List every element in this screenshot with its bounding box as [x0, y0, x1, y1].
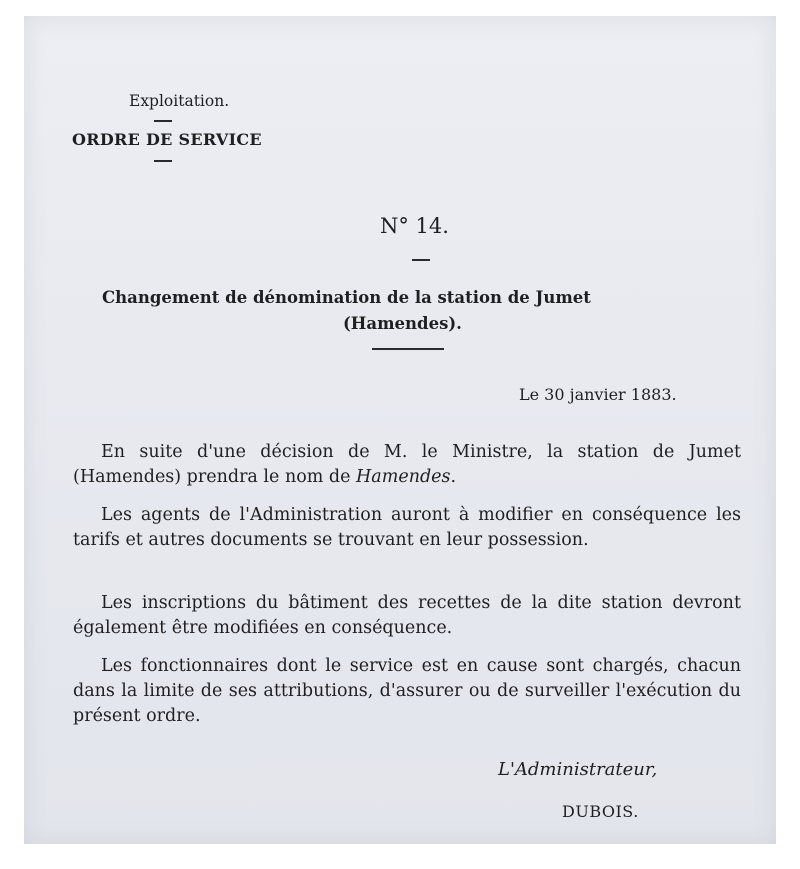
divider — [154, 160, 172, 162]
order-type-heading: ORDRE DE SERVICE — [72, 130, 262, 149]
document-page — [24, 16, 776, 844]
document-date: Le 30 janvier 1883. — [519, 385, 677, 404]
department-label: Exploitation. — [129, 92, 230, 110]
paragraph — [73, 654, 741, 729]
signatory-title: L'Administrateur, — [498, 759, 658, 780]
paragraph — [73, 440, 741, 490]
divider — [154, 120, 172, 122]
signatory-name: DUBOIS. — [562, 802, 639, 821]
divider — [372, 348, 444, 350]
divider — [412, 259, 430, 261]
subject-title: Changement de dénomination de la station de Jumet — [102, 288, 591, 307]
paragraph — [73, 591, 741, 641]
paragraph — [73, 503, 741, 553]
new-station-name: Hamendes — [356, 467, 451, 487]
paragraph-text: Les inscriptions du bâtiment des recettes de la dite station devront également être modifiées en conséquence. — [73, 593, 741, 638]
paragraph-text: Les agents de l'Administration auront à modifier en conséquence les tarifs et autres documents se trouvant en leur possession. — [73, 505, 741, 550]
subject-title-continued: (Hamendes). — [343, 314, 462, 333]
paragraph-end: . — [450, 467, 457, 487]
paragraph-text: En suite d'une décision de M. le Ministre, la station de Jumet (Hamendes) prendra le nom de — [73, 442, 741, 487]
order-number: N° 14. — [380, 214, 449, 238]
paragraph-text: Les fonctionnaires dont le service est en cause sont chargés, chacun dans la limite de ses attributions, d'assurer ou de surveiller l'exécution du présent ordre. — [73, 656, 741, 726]
